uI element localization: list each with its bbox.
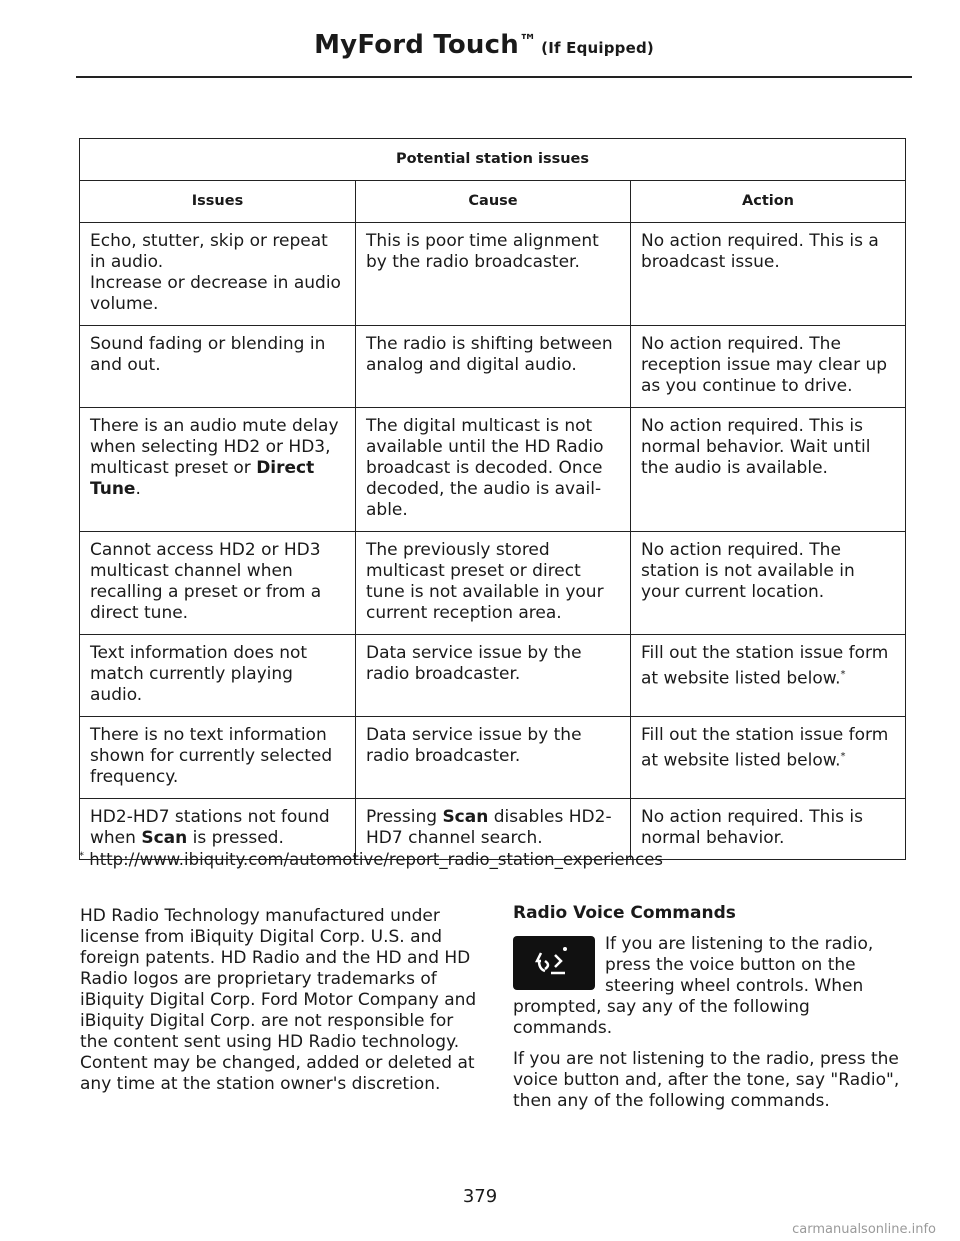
issue-cell: Cannot access HD2 or HD3 multicast channel when recalling a preset or from a direct tune.	[80, 532, 356, 635]
issue-cell: HD2-HD7 stations not found when Scan is pressed.	[80, 799, 356, 860]
issue-cell: There is no text information shown for currently selected frequency.	[80, 717, 356, 799]
table-row	[80, 532, 906, 635]
footnote-mark: *	[840, 751, 846, 762]
page-header	[76, 22, 912, 78]
page-subtitle: (If Equipped)	[541, 39, 654, 57]
cause-cell: The previously stored multicast preset or direct tune is not available in your current reception area.	[356, 532, 631, 635]
voice-button-icon	[513, 936, 595, 990]
issue-cell: There is an audio mute delay when selecting HD2 or HD3, multicast preset or Direct Tune.	[80, 408, 356, 532]
footnote-mark: *	[840, 669, 846, 680]
table-row	[80, 717, 906, 799]
footnote-url: http://www.ibiquity.com/automotive/report_radio_station_experiences	[84, 850, 663, 869]
action-cell: Fill out the station issue form at website listed below.*	[631, 635, 906, 717]
action-cell: Fill out the station issue form at website listed below.*	[631, 717, 906, 799]
table-caption: Potential station issues	[80, 139, 906, 181]
watermark: carmanualsonline.info	[792, 1222, 936, 1237]
direct-tune-term: Direct Tune	[90, 458, 315, 499]
cause-cell: This is poor time alignment by the radio broadcaster.	[356, 223, 631, 326]
cause-cell: Data service issue by the radio broadcaster.	[356, 635, 631, 717]
cause-cell: Pressing Scan disables HD2-HD7 channel search.	[356, 799, 631, 860]
column-header-cause: Cause	[356, 181, 631, 223]
action-cell: No action required. The station is not available in your current location.	[631, 532, 906, 635]
action-cell: No action required. This is normal behavior.	[631, 799, 906, 860]
action-cell: No action required. This is normal behavior. Wait until the audio is available.	[631, 408, 906, 532]
table-row	[80, 223, 906, 326]
station-issues-table	[79, 138, 906, 860]
action-cell: No action required. The reception issue may clear up as you continue to drive.	[631, 326, 906, 408]
cause-cell: The radio is shifting between analog and digital audio.	[356, 326, 631, 408]
table-row	[80, 326, 906, 408]
issue-cell: Sound fading or blending in and out.	[80, 326, 356, 408]
issue-cell: Echo, stutter, skip or repeat in audio. Increase or decrease in audio volume.	[80, 223, 356, 326]
table-row	[80, 408, 906, 532]
scan-term: Scan	[442, 807, 489, 827]
section-heading: Radio Voice Commands	[513, 903, 736, 923]
action-cell: No action required. This is a broadcast issue.	[631, 223, 906, 326]
table-row	[80, 635, 906, 717]
voice-paragraph-2: If you are not listening to the radio, press the voice button and, after the tone, say "Radio", then any of the following commands.	[513, 1049, 900, 1111]
page-title: MyFord Touch™ (If Equipped)	[314, 30, 654, 60]
footnote: * http://www.ibiquity.com/automotive/report_radio_station_experiences	[79, 850, 663, 869]
page-number: 379	[462, 1186, 498, 1207]
hd-radio-legal-text: HD Radio Technology manufactured under license from iBiquity Digital Corp. U.S. and foreign patents. HD Radio and the HD and HD Radio logos are proprietary trademarks of iBiquity Digital Corp. Ford Motor Company and iBiquity Digital Corp. are not responsible for the content sent using HD Radio technology. Content may be changed, added or deleted at any time at the station owner's discretion.	[80, 906, 477, 1094]
column-header-action: Action	[631, 181, 906, 223]
voice-paragraph-1: If you are listening to the radio, press the voice button on the steering wheel controls. When prompted, say any of the following commands.	[513, 934, 874, 1038]
cause-cell: Data service issue by the radio broadcaster.	[356, 717, 631, 799]
radio-voice-commands-section	[513, 903, 905, 1122]
scan-term: Scan	[141, 828, 188, 848]
column-header-issues: Issues	[80, 181, 356, 223]
issue-cell: Text information does not match currently playing audio.	[80, 635, 356, 717]
cause-cell: The digital multicast is not available until the HD Radio broadcast is decoded. Once decoded, the audio is avail-able.	[356, 408, 631, 532]
